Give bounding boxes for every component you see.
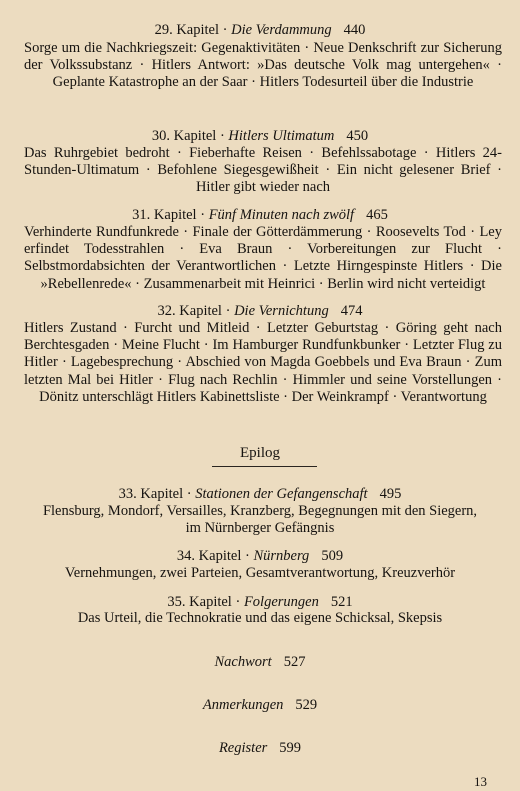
chapter-page: 509 [321, 548, 344, 564]
backmatter-title: Anmerkungen [202, 697, 284, 713]
chapter-summary-line: Das Urteil, die Technokratie und das eigene Schicksal, Skepsis [77, 610, 443, 626]
chapter-label: 31. Kapitel [132, 207, 197, 223]
chapter-heading: 31. Kapitel · Fünf Minuten nach zwölf 465 [132, 207, 388, 223]
chapter-summary: Das Ruhrgebiet bedroht · Fieberhafte Reisen · Befehlssabotage · Hitlers 24-Stunden-Ultimatum · Befohlene Siegesgewißheit · Ein nicht gelesener Brief · Hitler gibt wieder nach [24, 145, 502, 196]
chapter-summary-line: Vernehmungen, zwei Parteien, Gesamtverantwortung, Kreuzverhör [64, 565, 456, 581]
chapter-summary: Hitlers Zustand · Furcht und Mitleid · Letzter Geburtstag · Göring geht nach Berchtesgaden · Meine Flucht · Im Hamburger Rundfunkbunker · Letzter Flug zu Hitler · Lagebesprechung · Abschied von Magda Goebbels und Eva Braun · Zum letzten Mal bei Hitler · Flug nach Rechlin · Himmler und seine Vorstellungen · Dönitz unterschlägt Hitlers Kabinettsliste · Der Weinkrampf · Verantwortung [24, 320, 502, 405]
chapter-page: 495 [379, 486, 402, 502]
epilog-rule [212, 466, 317, 467]
backmatter-entry [0, 653, 520, 671]
backmatter-page: 599 [279, 740, 302, 756]
chapter-title: Nürnberg [253, 548, 310, 564]
chapter-title: Hitlers Ultimatum [228, 128, 335, 144]
chapter-heading: 34. Kapitel · Nürnberg 509 [176, 548, 344, 564]
chapter-title: Fünf Minuten nach zwölf [208, 207, 355, 223]
chapter-summary-line: Flensburg, Mondorf, Versailles, Kranzberg, Begegnungen mit den Siegern, [42, 503, 478, 519]
chapter-page: 465 [366, 207, 388, 223]
chapter-label: 30. Kapitel [151, 128, 217, 144]
chapter-title: Folgerungen [243, 594, 319, 610]
backmatter-title: Nachwort [214, 654, 272, 670]
chapter-title: Stationen der Gefangenschaft [195, 486, 368, 502]
chapter-label: 29. Kapitel [154, 22, 220, 38]
chapter-label: 33. Kapitel [118, 486, 184, 502]
chapter-summary: Sorge um die Nachkriegszeit: Gegenaktivitäten · Neue Denkschrift zur Sicherung der Volkssubstanz · Hitlers Antwort: »Das deutsche Volk mag untergehen« · Geplante Katastrophe an der Saar · Hitlers Todesurteil über die Industrie [24, 40, 502, 91]
backmatter-page: 529 [295, 697, 318, 713]
backmatter-entry [0, 739, 520, 757]
chapter-page: 521 [330, 594, 353, 610]
chapter-heading: 30. Kapitel · Hitlers Ultimatum 450 [151, 128, 369, 144]
chapter-title: Die Verdammung [231, 22, 332, 38]
chapter-page: 450 [346, 128, 369, 144]
chapter-label: 34. Kapitel [176, 548, 242, 564]
chapter-summary: Verhinderte Rundfunkrede · Finale der Götterdämmerung · Roosevelts Tod · Ley erfindet Todesstrahlen · Eva Braun · Vorbereitungen zur Flucht · Selbstmordabsichten der Verantwortlichen · Letzte Hirngespinste Hitlers · Die »Rebellenrede« · Zusammenarbeit mit Heinrici · Berlin wird nicht verteidigt [24, 224, 502, 292]
page-number: 13 [474, 774, 487, 789]
chapter-page: 440 [343, 22, 366, 38]
chapter-summary-line: im Nürnberger Gefängnis [185, 520, 335, 536]
chapter-title: Die Vernichtung [234, 303, 329, 319]
chapter-heading: 33. Kapitel · Stationen der Gefangenschaft 495 [118, 486, 402, 502]
chapter-label: 32. Kapitel [157, 303, 222, 319]
backmatter-entry [0, 696, 520, 714]
chapter-heading: 29. Kapitel · Die Verdammung 440 [154, 22, 366, 38]
chapter-label: 35. Kapitel [167, 594, 232, 610]
chapter-heading: 32. Kapitel · Die Vernichtung 474 [157, 303, 363, 319]
backmatter-title: Register [218, 740, 268, 756]
backmatter-page: 527 [283, 654, 306, 670]
chapter-heading: 35. Kapitel · Folgerungen 521 [167, 594, 353, 610]
chapter-page: 474 [340, 303, 363, 319]
epilog-heading: Epilog [240, 445, 280, 461]
